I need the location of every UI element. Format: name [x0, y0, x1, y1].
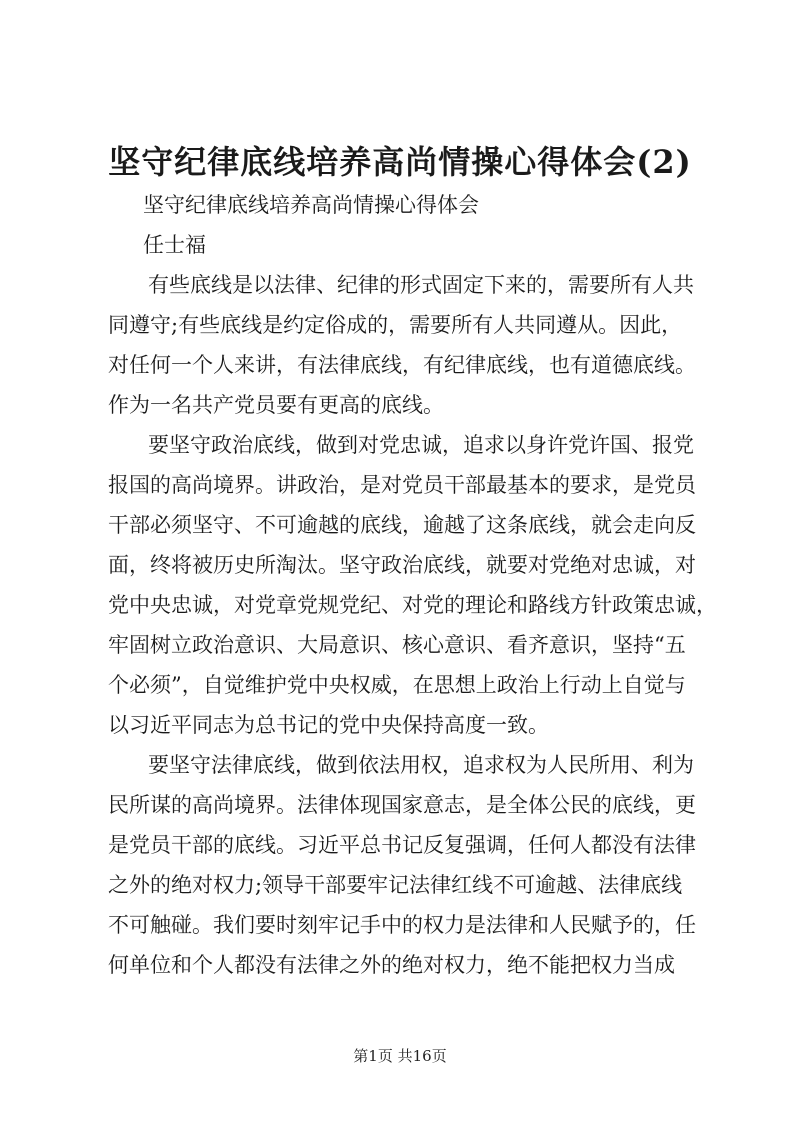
body-line: 面，终将被历史所淘汰。坚守政治底线，就要对党绝对忠诚，对: [108, 553, 696, 577]
body-line: 以习近平同志为总书记的党中央保持高度一致。: [108, 713, 549, 737]
page-footer: 第1页 共16页: [353, 1047, 447, 1065]
document-subtitle: 坚守纪律底线培养高尚情操心得体会: [143, 193, 479, 217]
body-line: 不可触碰。我们要时刻牢记手中的权力是法律和人民赋予的，任: [108, 913, 696, 937]
body-line: 有些底线是以法律、纪律的形式固定下来的，需要所有人共: [148, 273, 694, 297]
body-line: 对任何一个人来讲，有法律底线，有纪律底线，也有道德底线。: [108, 353, 696, 377]
body-line: 党中央忠诚，对党章党规党纪、对党的理论和路线方针政策忠诚，: [108, 593, 717, 617]
body-line: 要坚守法律底线，做到依法用权，追求权为人民所用、利为: [148, 753, 694, 777]
body-line: 是党员干部的底线。习近平总书记反复强调，任何人都没有法律: [108, 833, 696, 857]
body-line: 干部必须坚守、不可逾越的底线，逾越了这条底线，就会走向反: [108, 513, 696, 537]
document-author: 任士福: [143, 233, 206, 257]
document-title: 坚守纪律底线培养高尚情操心得体会(2): [108, 143, 692, 181]
body-line: 要坚守政治底线，做到对党忠诚，追求以身许党许国、报党: [148, 433, 694, 457]
body-line: 作为一名共产党员要有更高的底线。: [108, 393, 444, 417]
body-line: 个必须”，自觉维护党中央权威，在思想上政治上行动上自觉与: [108, 673, 686, 697]
body-line: 之外的绝对权力;领导干部要牢记法律红线不可逾越、法律底线: [108, 873, 683, 897]
body-line: 民所谋的高尚境界。法律体现国家意志，是全体公民的底线，更: [108, 793, 696, 817]
body-line: 报国的高尚境界。讲政治，是对党员干部最基本的要求，是党员: [108, 473, 696, 497]
body-line: 牢固树立政治意识、大局意识、核心意识、看齐意识，坚持“五: [108, 633, 686, 657]
body-line: 同遵守;有些底线是约定俗成的，需要所有人共同遵从。因此，: [108, 313, 683, 337]
body-line: 何单位和个人都没有法律之外的绝对权力，绝不能把权力当成: [108, 953, 675, 977]
